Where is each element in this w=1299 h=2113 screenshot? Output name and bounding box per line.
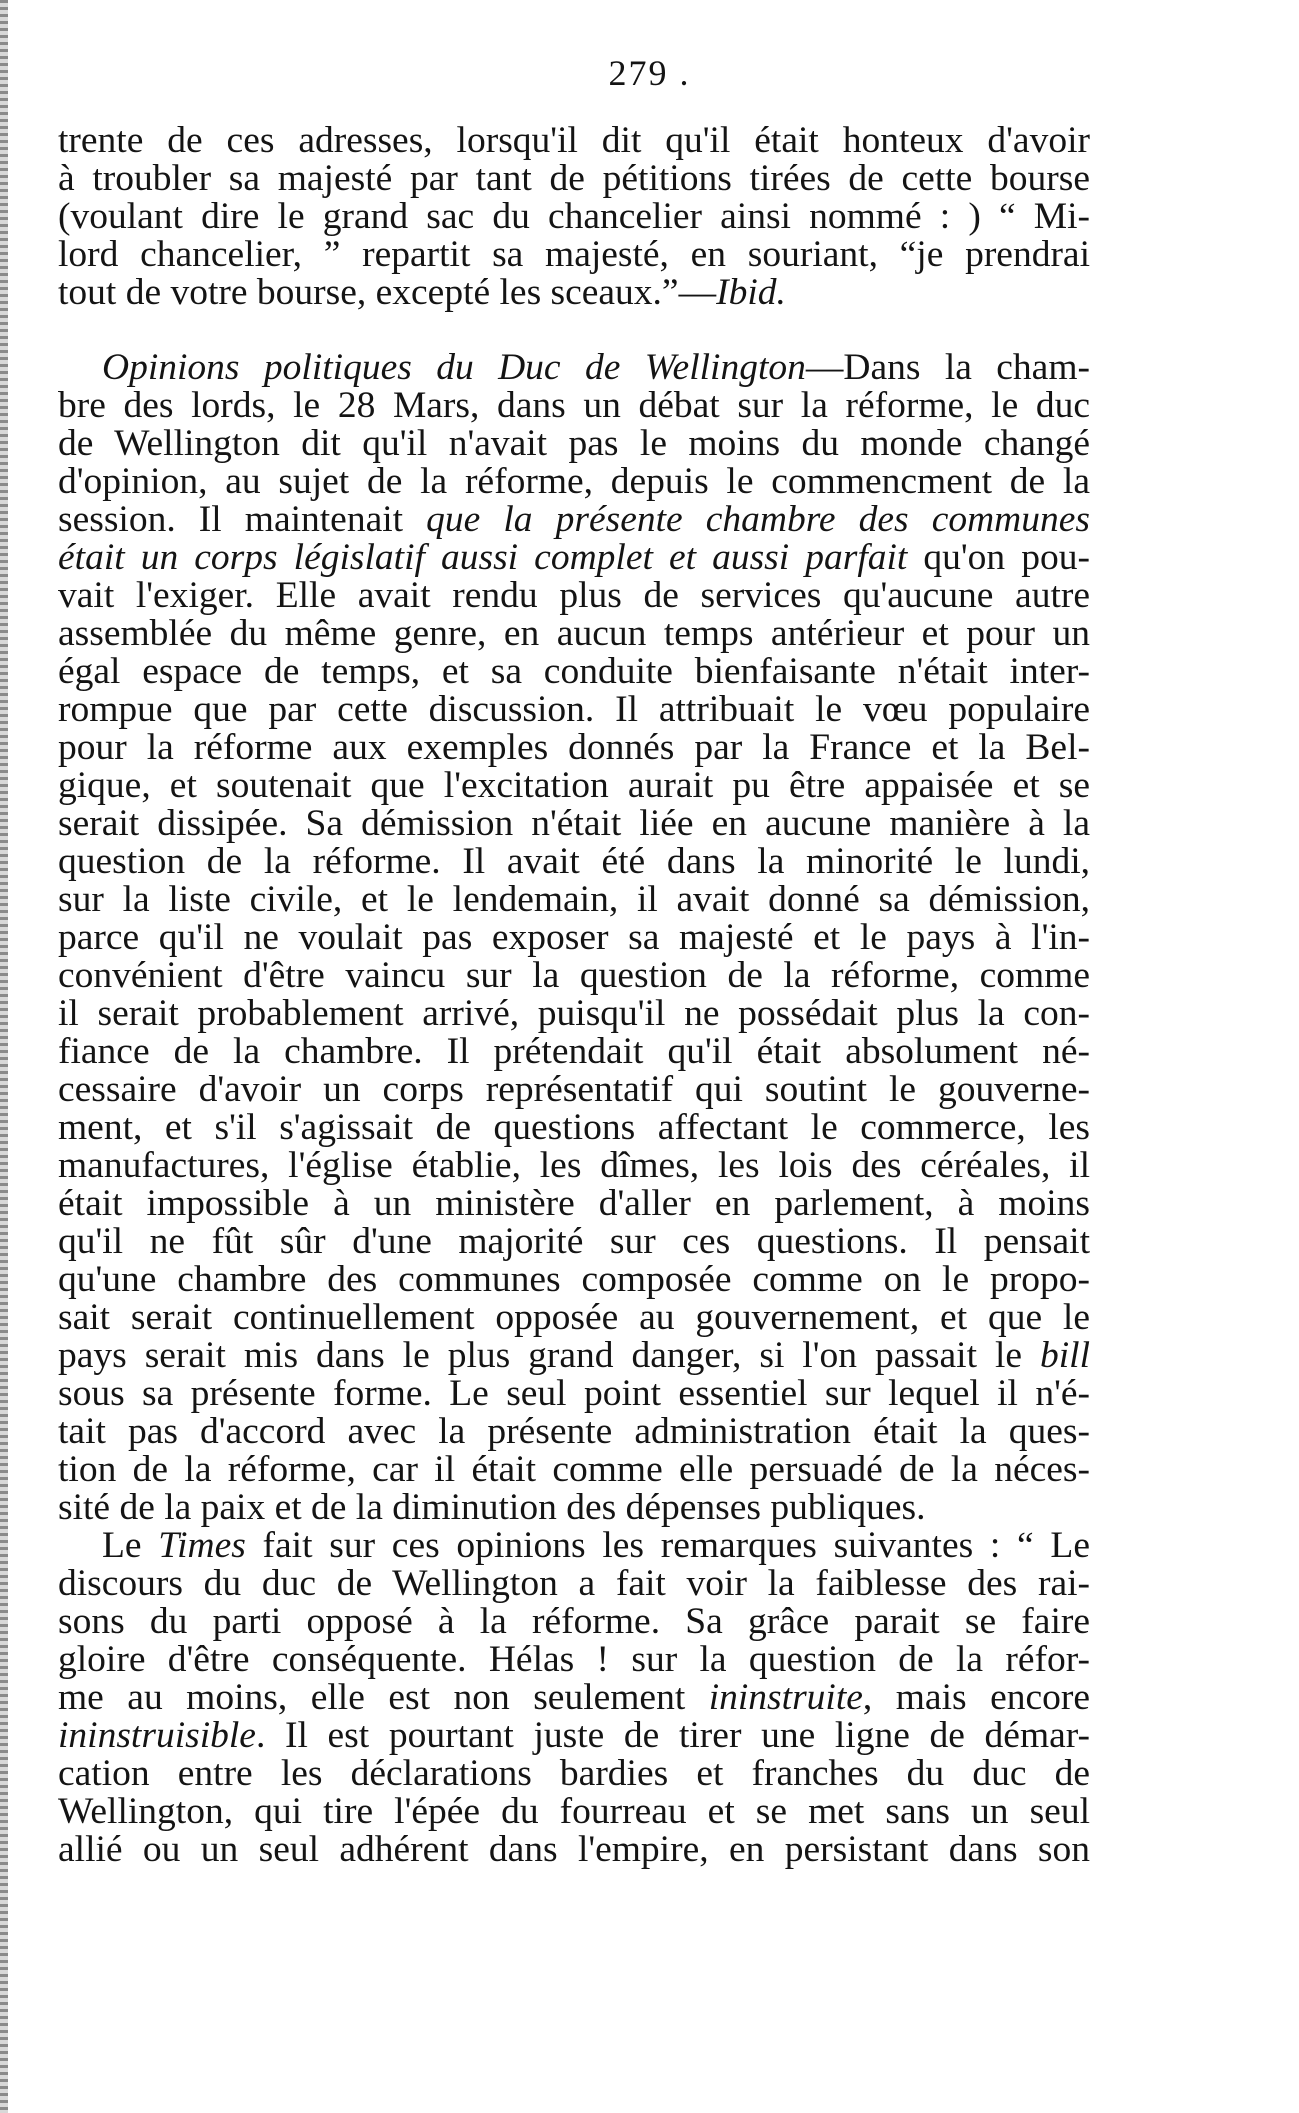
text-run: qu'une chambre des communes composée comme on le propo- bbox=[58, 1259, 1090, 1300]
text-line bbox=[58, 577, 1090, 615]
text-line bbox=[58, 767, 1090, 805]
text-run: sait serait continuellement opposée au gouvernement, et que le bbox=[58, 1297, 1090, 1338]
text-run: tait pas d'accord avec la présente administration était la ques- bbox=[58, 1411, 1090, 1452]
text-line bbox=[58, 1793, 1090, 1831]
text-run: Wellington, qui tire l'épée du fourreau et se met sans un seul bbox=[58, 1791, 1090, 1832]
italic-run: Opinions politiques du Duc de Wellington bbox=[102, 347, 806, 388]
text-line bbox=[58, 1071, 1090, 1109]
text-run: allié ou un seul adhérent dans l'empire, en persistant dans son bbox=[58, 1829, 1090, 1870]
text-run: rompue que par cette discussion. Il attribuait le vœu populaire bbox=[58, 689, 1090, 730]
text-run: —Dans la cham- bbox=[805, 347, 1090, 388]
text-run: égal espace de temps, et sa conduite bienfaisante n'était inter- bbox=[58, 651, 1090, 692]
text-run: cation entre les déclarations bardies et franches du duc de bbox=[58, 1753, 1090, 1794]
text-run: d'opinion, au sujet de la réforme, depuis le commencment de la bbox=[58, 461, 1090, 502]
text-line bbox=[58, 843, 1090, 881]
text-run: tout de votre bourse, excepté les sceaux.”— bbox=[58, 272, 717, 313]
text-run: qu'on pou- bbox=[907, 537, 1090, 578]
italic-run: que la présente chambre des communes bbox=[426, 499, 1090, 540]
text-line bbox=[58, 1489, 1090, 1527]
italic-run: Ibid. bbox=[716, 272, 786, 313]
text-run: gique, et soutenait que l'excitation aurait pu être appaisée et se bbox=[58, 765, 1090, 806]
text-line bbox=[58, 957, 1090, 995]
text-line bbox=[58, 463, 1090, 501]
text-line bbox=[58, 1185, 1090, 1223]
text-run: question de la réforme. Il avait été dans la minorité le lundi, bbox=[58, 841, 1090, 882]
text-line bbox=[58, 1679, 1090, 1717]
text-line bbox=[58, 1755, 1090, 1793]
text-run: manufactures, l'église établie, les dîmes, les lois des céréales, il bbox=[58, 1145, 1090, 1186]
text-run: session. Il maintenait bbox=[58, 499, 427, 540]
text-line bbox=[58, 1261, 1090, 1299]
text-line bbox=[58, 995, 1090, 1033]
text-run: pays serait mis dans le plus grand danger, si l'on passait le bbox=[58, 1335, 1040, 1376]
text-line bbox=[58, 615, 1090, 653]
text-line bbox=[58, 236, 1090, 274]
text-run: sons du parti opposé à la réforme. Sa grâce parait se faire bbox=[58, 1601, 1090, 1642]
text-run: de Wellington dit qu'il n'avait pas le moins du monde changé bbox=[58, 423, 1090, 464]
text-run: à troubler sa majesté par tant de pétitions tirées de cette bourse bbox=[58, 158, 1090, 199]
italic-run: ininstruite bbox=[708, 1677, 863, 1718]
text-line bbox=[58, 501, 1090, 539]
text-line bbox=[58, 1147, 1090, 1185]
text-line bbox=[58, 1109, 1090, 1147]
italic-run: Times bbox=[158, 1525, 246, 1566]
text-line bbox=[58, 805, 1090, 843]
body-text bbox=[58, 122, 1090, 1869]
text-line bbox=[58, 1223, 1090, 1261]
page-number: 279 . bbox=[608, 53, 691, 93]
text-line bbox=[58, 1337, 1090, 1375]
text-line bbox=[58, 1565, 1090, 1603]
text-run: fiance de la chambre. Il prétendait qu'il était absolument né- bbox=[58, 1031, 1090, 1072]
paragraph-gap bbox=[58, 312, 1090, 349]
text-run: convénient d'être vaincu sur la question de la réforme, comme bbox=[58, 955, 1090, 996]
text-run: était impossible à un ministère d'aller en parlement, à moins bbox=[58, 1183, 1090, 1224]
text-run: discours du duc de Wellington a fait voir la faiblesse des rai- bbox=[58, 1563, 1090, 1604]
text-line bbox=[58, 1641, 1090, 1679]
text-run: cessaire d'avoir un corps représentatif qui soutint le gouverne- bbox=[58, 1069, 1090, 1110]
page-binding-edge bbox=[0, 0, 8, 2113]
text-line bbox=[58, 1527, 1090, 1565]
text-line bbox=[58, 198, 1090, 236]
text-line bbox=[58, 160, 1090, 198]
text-run: il serait probablement arrivé, puisqu'il ne possédait plus la con- bbox=[58, 993, 1090, 1034]
text-line bbox=[58, 539, 1090, 577]
text-line bbox=[58, 653, 1090, 691]
text-line bbox=[58, 1413, 1090, 1451]
text-run: (voulant dire le grand sac du chancelier ainsi nommé : ) “ Mi- bbox=[58, 196, 1090, 237]
text-line bbox=[58, 274, 1090, 312]
text-line bbox=[58, 1717, 1090, 1755]
text-line bbox=[58, 425, 1090, 463]
text-run: pour la réforme aux exemples donnés par la France et la Bel- bbox=[58, 727, 1090, 768]
text-run: lord chancelier, ” repartit sa majesté, en souriant, “je prendrai bbox=[58, 234, 1090, 275]
text-run: sité de la paix et de la diminution des dépenses publiques. bbox=[58, 1487, 926, 1528]
text-line bbox=[58, 1299, 1090, 1337]
italic-run: bill bbox=[1039, 1335, 1090, 1376]
italic-run: ininstruisible bbox=[58, 1715, 256, 1756]
text-line bbox=[58, 691, 1090, 729]
text-run: assemblée du même genre, en aucun temps antérieur et pour un bbox=[58, 613, 1090, 654]
text-run: tion de la réforme, car il était comme elle persuadé de la néces- bbox=[58, 1449, 1090, 1490]
text-run: parce qu'il ne voulait pas exposer sa majesté et le pays à l'in- bbox=[58, 917, 1090, 958]
text-line bbox=[58, 919, 1090, 957]
text-run: qu'il ne fût sûr d'une majorité sur ces questions. Il pensait bbox=[58, 1221, 1090, 1262]
text-line bbox=[58, 1603, 1090, 1641]
text-run: bre des lords, le 28 Mars, dans un débat sur la réforme, le duc bbox=[58, 385, 1090, 426]
text-line bbox=[58, 1451, 1090, 1489]
text-run: Le bbox=[102, 1525, 159, 1566]
text-line bbox=[58, 122, 1090, 160]
text-run: trente de ces adresses, lorsqu'il dit qu'il était honteux d'avoir bbox=[58, 120, 1090, 161]
text-line bbox=[58, 1375, 1090, 1413]
text-line bbox=[58, 387, 1090, 425]
text-run: me au moins, elle est non seulement bbox=[58, 1677, 709, 1718]
text-line bbox=[58, 881, 1090, 919]
text-run: ment, et s'il s'agissait de questions affectant le commerce, les bbox=[58, 1107, 1090, 1148]
text-run: fait sur ces opinions les remarques suivantes : “ Le bbox=[245, 1525, 1090, 1566]
text-run: sous sa présente forme. Le seul point essentiel sur lequel il n'é- bbox=[58, 1373, 1090, 1414]
text-run: vait l'exiger. Elle avait rendu plus de services qu'aucune autre bbox=[58, 575, 1090, 616]
text-line bbox=[58, 729, 1090, 767]
text-run: . Il est pourtant juste de tirer une ligne de démar- bbox=[255, 1715, 1090, 1756]
text-line bbox=[58, 1033, 1090, 1071]
italic-run: était un corps législatif aussi complet et aussi parfait bbox=[58, 537, 908, 578]
text-run: sur la liste civile, et le lendemain, il avait donné sa démission, bbox=[58, 879, 1090, 920]
text-run: , mais encore bbox=[862, 1677, 1090, 1718]
text-run: gloire d'être conséquente. Hélas ! sur la question de la réfor- bbox=[58, 1639, 1090, 1680]
text-line bbox=[58, 1831, 1090, 1869]
text-run: serait dissipée. Sa démission n'était liée en aucune manière à la bbox=[58, 803, 1090, 844]
text-line bbox=[58, 349, 1090, 387]
